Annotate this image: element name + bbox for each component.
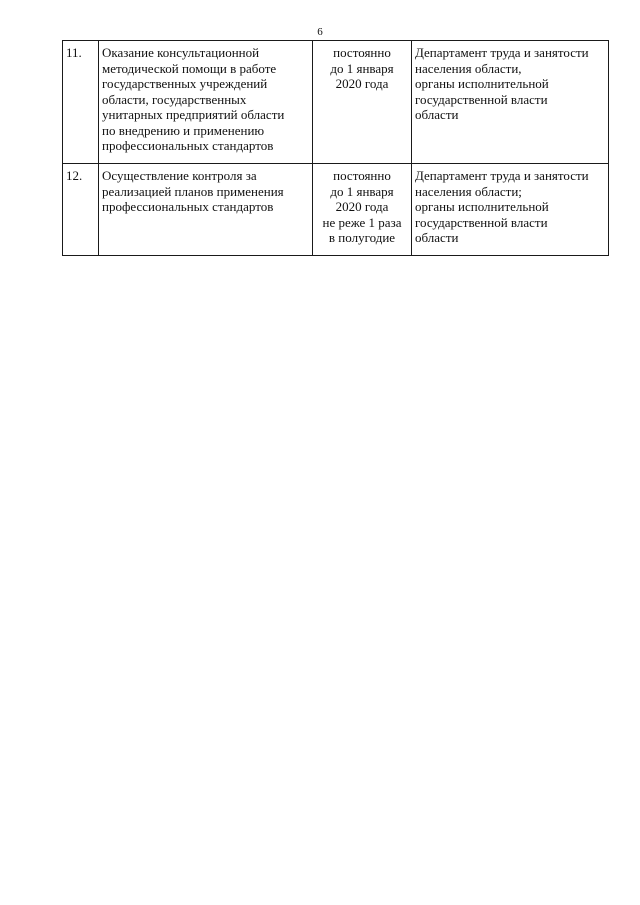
term-line: 2020 года (335, 76, 389, 91)
responsible-line: населения области, (415, 60, 522, 76)
term-line: постоянно (333, 168, 391, 183)
activity-line: Осуществление контроля за (102, 168, 257, 183)
activity-line: унитарных предприятий области (102, 107, 285, 122)
term-cell (313, 164, 412, 256)
responsible-cell (412, 164, 609, 256)
table-row (63, 164, 609, 256)
responsible-cell (412, 41, 609, 164)
term-line: не реже 1 раза (322, 214, 402, 230)
activity-line: реализацией планов применения (102, 183, 284, 199)
table-row (63, 41, 609, 164)
responsible-line: Департамент труда и занятости (415, 45, 589, 60)
page-number: 6 (317, 26, 323, 38)
term-line: 2020 года (335, 199, 389, 214)
term-line: в полугодие (328, 230, 396, 245)
responsible-line: государственной власти (415, 91, 548, 107)
activity-line: методической помощи в работе (102, 60, 277, 76)
responsible-line: Департамент труда и занятости (415, 168, 589, 183)
activity-line: государственных учреждений (102, 76, 268, 91)
responsible-line: населения области; (415, 183, 522, 199)
responsible-line: области (415, 107, 459, 122)
responsible-line: области (415, 230, 459, 245)
activity-cell (99, 164, 313, 256)
term-cell (313, 41, 412, 164)
measures-table (62, 40, 609, 256)
term-line: до 1 января (330, 183, 394, 199)
responsible-line: органы исполнительной (415, 76, 549, 91)
activity-line: области, государственных (102, 91, 247, 107)
term-line: постоянно (333, 45, 391, 60)
responsible-line: государственной власти (415, 214, 548, 230)
row-number: 11. (63, 41, 99, 164)
activity-cell (99, 41, 313, 164)
responsible-line: органы исполнительной (415, 199, 549, 214)
row-number: 12. (63, 164, 99, 256)
activity-line: профессиональных стандартов (102, 199, 274, 214)
activity-line: по внедрению и применению (102, 122, 265, 138)
activity-line: Оказание консультационной (102, 45, 260, 60)
term-line: до 1 января (330, 60, 394, 76)
activity-line: профессиональных стандартов (102, 138, 274, 153)
